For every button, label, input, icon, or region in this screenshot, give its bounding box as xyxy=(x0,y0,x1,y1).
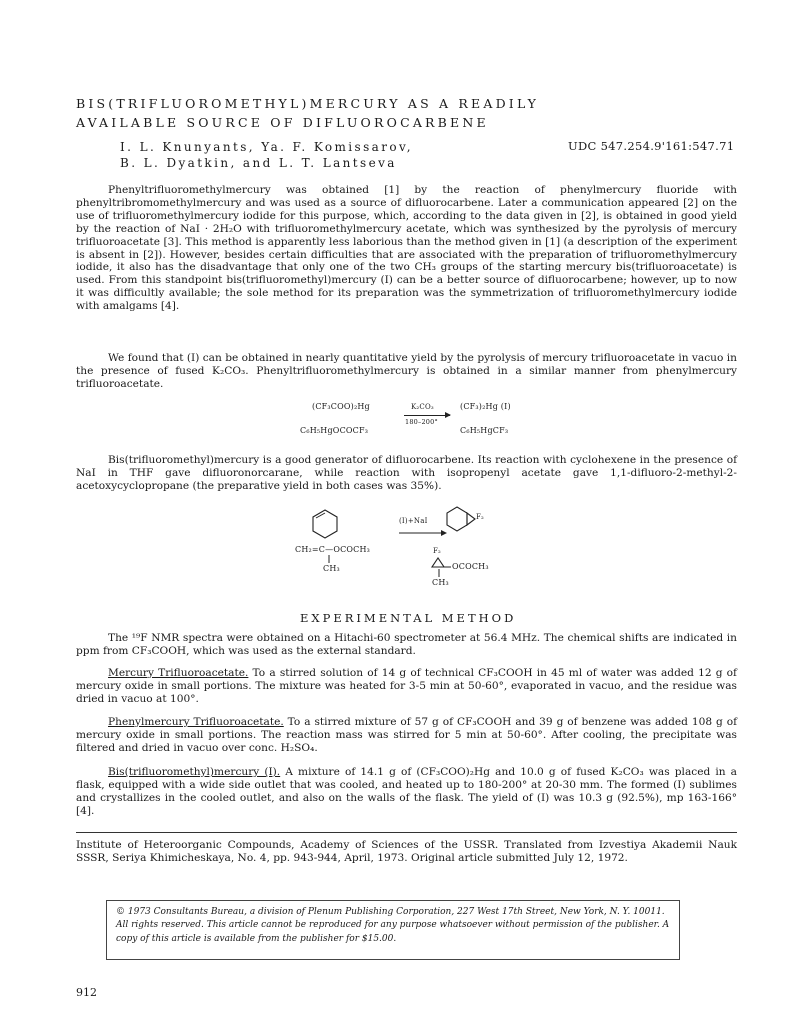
scheme1-arrow xyxy=(404,415,450,416)
authors-line-1: I. L. Knunyants, Ya. F. Komissarov, xyxy=(120,140,413,154)
page-number: 912 xyxy=(76,986,97,999)
norcarane-ring xyxy=(447,507,467,531)
procedure-text-2: To a stirred mixture of 57 g of CF₃COOH and 39 g of benzene was added 108 g of mercury oxide in small portions. The reaction mass was stirred for 5 min at 50-60°. After cooling, the precipitate was filtered and dried in vacuo over conc. H₂SO₄. xyxy=(76,716,738,754)
intro-paragraph-3: Bis(trifluoromethyl)mercury is a good generator of difluorocarbene. Its reaction with cyclohexene in the presence of NaI in THF gave difluoronorcarane, while reaction with isopropenyl acetate gave 1,1-difluoro-2-methyl-2-acetoxycyclopropane (the preparative yield in both cases was 35%). xyxy=(76,454,737,492)
procedure-text-1: To a stirred solution of 14 g of technical CF₃COOH in 45 ml of water was added 12 g of mercury oxide in small portions. The mixture was heated for 3-5 min at 50-60°, evaporated in vacuo, and the residue was dried in vacuo at 100°. xyxy=(76,667,737,705)
scheme1-conditions: 180–200° xyxy=(405,418,438,426)
scheme2-methyl-left: CH₃ xyxy=(323,564,340,573)
scheme2-product-group: OCOCH₃ xyxy=(452,562,489,571)
scheme1-reactant-1: (CF₃COO)₂Hg xyxy=(312,402,370,411)
experimental-paragraph-3 xyxy=(76,716,737,755)
scheme1-arrowhead xyxy=(445,412,451,418)
experimental-paragraph-1: The ¹⁹F NMR spectra were obtained on a Hitachi-60 spectrometer at 56.4 MHz. The chemical shifts are indicated in ppm from CF₃COOH, which was used as the external standard. xyxy=(76,632,737,657)
copyright-text: © 1973 Consultants Bureau, a division of Plenum Publishing Corporation, 227 West 17th Street, New York, N. Y. 10011. All rights reserved. This article cannot be reproduced for any purpose whatsoever without permission of the publisher. A copy of this article is available from the publisher for $15.00. xyxy=(116,907,670,944)
scheme2-substrate: CH₂=C—OCOCH₃ xyxy=(295,545,371,554)
cyclohexene-double-bond xyxy=(316,513,325,518)
section-heading: EXPERIMENTAL METHOD xyxy=(300,611,517,625)
scheme-2 xyxy=(295,505,525,595)
scheme2-f2-bottom: F₂ xyxy=(433,547,442,555)
udc-code: UDC 547.254.9'161:547.71 xyxy=(568,139,735,153)
scheme-1 xyxy=(300,402,600,438)
procedure-label-1: Mercury Trifluoroacetate. xyxy=(108,667,249,679)
author-list xyxy=(120,139,413,171)
experimental-paragraph-2 xyxy=(76,667,737,706)
procedure-label-3: Bis(trifluoromethyl)mercury (I). xyxy=(108,766,281,778)
authors-line-2: B. L. Dyatkin, and L. T. Lantseva xyxy=(120,156,397,170)
procedure-label-2: Phenylmercury Trifluoroacetate. xyxy=(108,716,284,728)
title-line-1: BIS(TRIFLUOROMETHYL)MERCURY AS A READILY xyxy=(76,96,540,111)
title-line-2: AVAILABLE SOURCE OF DIFLUOROCARBENE xyxy=(76,115,489,130)
scheme2-f2-top: F₂ xyxy=(476,513,485,521)
cyclohexene-ring xyxy=(313,510,337,538)
scheme1-product-1: (CF₃)₂Hg (I) xyxy=(460,402,511,411)
footnote-divider xyxy=(76,832,737,833)
norcarane-cyclopropane xyxy=(467,513,475,525)
footnote-text: Institute of Heteroorganic Compounds, Academy of Sciences of the USSR. Translated from Izvestiya Akademii Nauk SSSR, Seriya Khimicheskaya, No. 4, pp. 943-944, April, 1973. Original article submitted July 12, 1972. xyxy=(76,839,737,864)
experimental-paragraph-4 xyxy=(76,766,737,818)
scheme1-product-2: C₆H₅HgCF₃ xyxy=(460,426,509,435)
scheme2-methyl-right: CH₃ xyxy=(432,578,449,587)
scheme2-arrowhead xyxy=(441,530,447,536)
cyclopropane-ring xyxy=(432,558,444,567)
procedure-text-3: A mixture of 14.1 g of (CF₃COO)₂Hg and 10.0 g of fused K₂CO₃ was placed in a flask, equipped with a wide side outlet that was cooled, and heated up to 180-200° at 20-30 mm. The formed (I) sublimes and crystallizes in the cooled outlet, and also on the walls of the flask. The yield of (I) was 10.3 g (92.5%), mp 163-166° [4]. xyxy=(76,766,737,817)
intro-paragraph-1: Phenyltrifluoromethylmercury was obtained [1] by the reaction of phenylmercury fluoride with phenyltribromomethylmercury and was used as a source of difluorocarbene. Later a communication appeared [2] on the use of trifluoromethylmercury iodide for this purpose, which, according to the data given in [2], is obtained in good yield by the reaction of NaI · 2H₂O with trifluoromethylmercury acetate, which was synthesized by the pyrolysis of mercury trifluoroacetate [3]. This method is apparently less laborious than the method given in [1] (a description of the experiment is absent in [2]). However, besides certain difficulties that are associated with the preparation of trifluoromethylmercury iodide, it also has the disadvantage that only one of the two CH₃ groups of the starting mercury bis(trifluoroacetate) is used. From this standpoint bis(trifluoromethyl)mercury (I) can be a better source of difluorocarbene; however, up to now it was difficultly available; the sole method for its preparation was the symmetrization of trifluoromethylmercury iodide with amalgams [4]. xyxy=(76,184,737,313)
scheme2-reagent: (I)+NaI xyxy=(399,517,428,525)
scheme1-reactant-2: C₆H₅HgOCOCF₃ xyxy=(300,426,369,435)
scheme1-reagent: K₂CO₃ xyxy=(411,403,434,411)
intro-paragraph-2: We found that (I) can be obtained in nearly quantitative yield by the pyrolysis of mercury trifluoroacetate in vacuo in the presence of fused K₂CO₃. Phenyltrifluoromethylmercury is obtained in a similar manner from phenylmercury trifluoroacetate. xyxy=(76,352,737,390)
article-title xyxy=(76,94,539,132)
